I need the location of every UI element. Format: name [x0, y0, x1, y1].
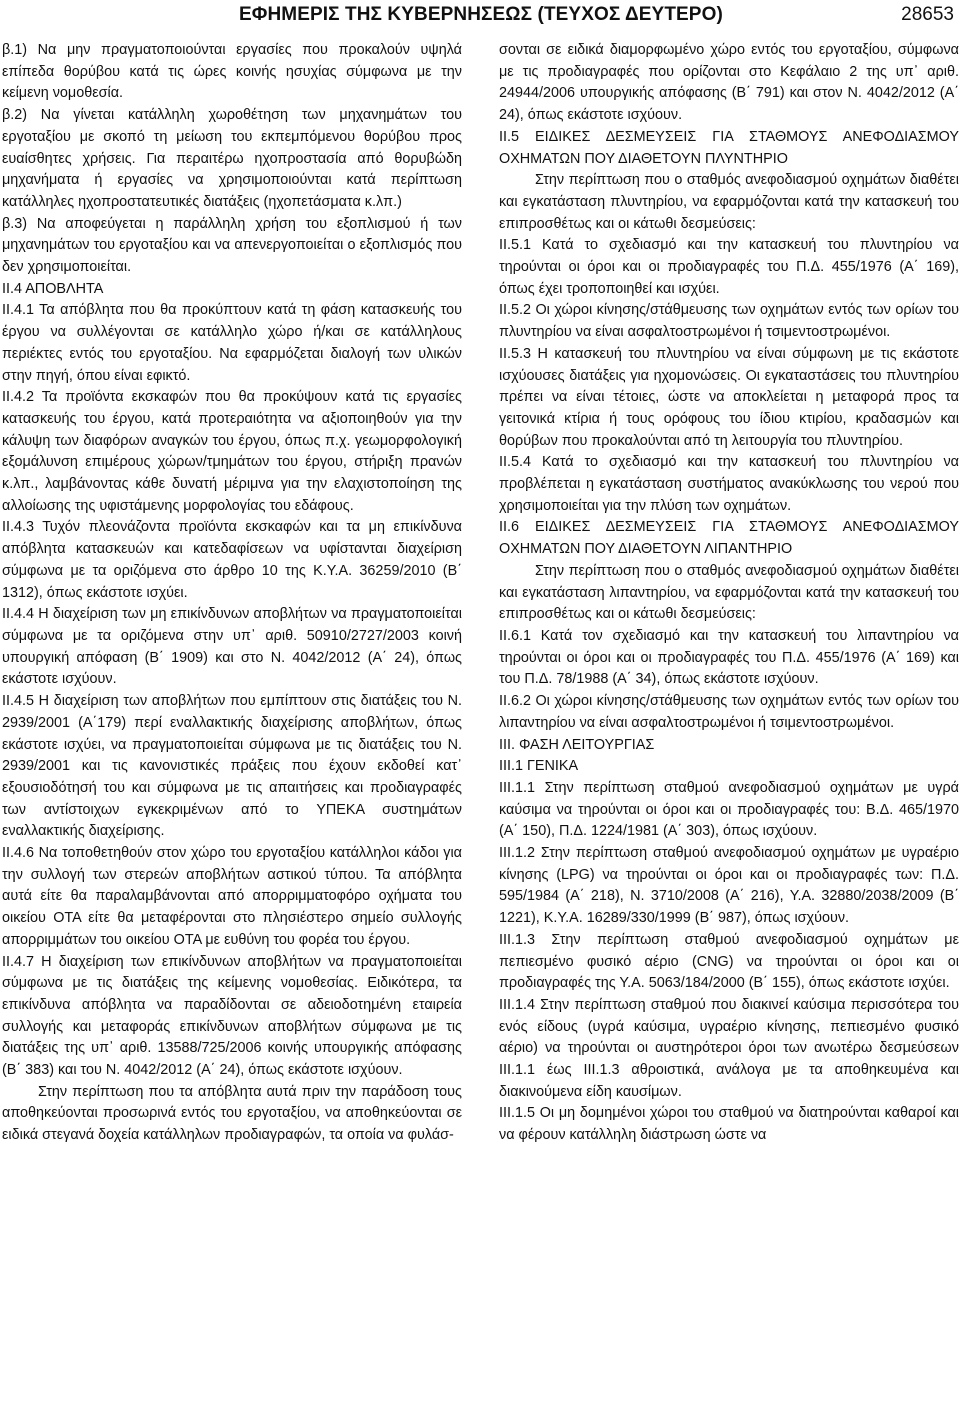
paragraph-ii6-intro: Στην περίπτωση που ο σταθμός ανεφοδιασμού οχημάτων διαθέτει και εγκατάσταση λιπαντηρίου, να εφαρμόζονται κατά την κατασκευή του επιπροσθέτως και οι κάτωθι δεσμεύσεις: [499, 562, 959, 623]
section-heading-iii: ΙΙΙ. ΦΑΣΗ ΛΕΙΤΟΥΡΓΙΑΣ [499, 736, 655, 753]
page-header [0, 0, 960, 40]
right-column [499, 40, 959, 1147]
section-heading-iii1: ΙΙΙ.1 ΓΕΝΙΚΑ [499, 758, 579, 775]
paragraph-continuation: σονται σε ειδικά διαμορφωμένο χώρο εντός του εργοταξίου, σύμφωνα με τις προδιαγραφές που ορίζονται στο Κεφάλαιο 2 της υπ᾽ αριθ. 24944/2006 υπουργικής απόφασης (Β΄ 791) και στον Ν. 4042/2012 (Α΄ 24), όπως εκάστοτε ισχύουν. [499, 42, 959, 124]
paragraph-b2: β.2) Να γίνεται κατάλληλη χωροθέτηση των μηχανημάτων του εργοταξίου με σκοπό τη μείωση του εκπεμπόμενου θορύβου προς ευαίσθητες χρήσεις. Για περαιτέρω ηχοπροστασία από θορυβώδη μηχανήματα ή εργασίες να χρησιμοποιούνται κατά περίπτωση κατάλληλες ηχοπροστατευτικές διατάξεις (ηχοπετάσματα κ.λπ.) [2, 107, 462, 210]
paragraph-ii4-4: ΙΙ.4.4 Η διαχείριση των μη επικίνδυνων αποβλήτων να πραγματοποιείται σύμφωνα με τα οριζόμενα στην υπ᾽ αριθ. 50910/2727/2003 κοινή υπουργική απόφαση (Β΄ 1909) και στο Ν. 4042/2012 (Α΄ 24), όπως εκάστοτε ισχύουν. [2, 606, 462, 688]
paragraph-iii1-4: ΙΙΙ.1.4 Στην περίπτωση σταθμού που διακινεί καύσιμα περισσότερα του ενός είδους (υγρά καύσιμα, υγραέριο κίνησης, πεπιεσμένο φυσικό αέριο) να τηρούνται οι αυστηρότεροι όροι των ανωτέρω δεσμεύσεων ΙΙΙ.1.1 έως ΙΙΙ.1.3 αθροιστικά, ανάλογα με τα αποθηκευμένα και διακινούμενα είδη καυσίμων. [499, 996, 959, 1100]
section-heading-ii4: ΙΙ.4 ΑΠΟΒΛΗΤΑ [2, 280, 104, 297]
paragraph-iii1-5: ΙΙΙ.1.5 Οι μη δομημένοι χώροι του σταθμού να διατηρούνται καθαροί και να φέρουν κατάλληλη διάστρωση ώστε να [499, 1105, 959, 1144]
paragraph-ii4-3: ΙΙ.4.3 Τυχόν πλεονάζοντα προϊόντα εκσκαφών και τα μη επικίνδυνα απόβλητα κατασκευών και κατεδαφίσεων να υφίστανται διαχείριση σύμφωνα με τα οριζόμενα στο άρθρο 10 της Κ.Υ.Α. 36259/2010 (Β΄ 1312), όπως εκάστοτε ισχύει. [2, 519, 462, 601]
paragraph-ii6-2: ΙΙ.6.2 Οι χώροι κίνησης/στάθμευσης των οχημάτων εντός των ορίων του λιπαντηρίου να είναι ασφαλτοστρωμένοι ή τσιμεντοστρωμένοι. [499, 693, 959, 731]
paragraph-iii1-3: ΙΙΙ.1.3 Στην περίπτωση σταθμού ανεφοδιασμού οχημάτων με πεπιεσμένο φυσικό αέριο (CNG) να τηρούνται οι όροι και οι προδιαγραφές της Υ.Α. 5063/184/2000 (Β΄ 155), όπως εκάστοτε ισχύει. [499, 931, 959, 992]
paragraph-iii1-2: ΙΙΙ.1.2 Στην περίπτωση σταθμού ανεφοδιασμού οχημάτων με υγραέριο κίνησης (LPG) να τηρούνται οι όροι και οι προδιαγραφές των: Π.Δ. 595/1984 (Α΄ 218), Ν. 3710/2008 (Α΄ 216), Υ.Α. 32880/2038/2009 (Β΄ 1221), Κ.Υ.Α. 16289/330/1999 (Β΄ 987), όπως ισχύουν. [499, 845, 959, 927]
paragraph-ii5-1: ΙΙ.5.1 Κατά το σχεδιασμό και την κατασκευή του πλυντηρίου να τηρούνται οι όροι και οι προδιαγραφές του Π.Δ. 455/1976 (Α΄ 169), όπως έχει τροποποιηθεί και ισχύει. [499, 237, 959, 297]
paragraph-ii5-intro: Στην περίπτωση που ο σταθμός ανεφοδιασμού οχημάτων διαθέτει και εγκατάσταση πλυντηρίου, να εφαρμόζονται κατά την κατασκευή του επιπροσθέτως και οι κάτωθι δεσμεύσεις: [499, 172, 959, 232]
paragraph-temporary-storage: Στην περίπτωση που τα απόβλητα αυτά πριν την παράδοση τους αποθηκεύονται προσωρινά εντός του εργοταξίου, να αποθηκεύονται σε ειδικά στεγανά δοχεία κατάλληλων προδιαγραφών, τα οποία να φυλάσ- [2, 1083, 462, 1144]
section-heading-ii6: ΙΙ.6 ΕΙΔΙΚΕΣ ΔΕΣΜΕΥΣΕΙΣ ΓΙΑ ΣΤΑΘΜΟΥΣ ΑΝΕΦΟΔΙΑΣΜΟΥ ΟΧΗΜΑΤΩΝ ΠΟΥ ΔΙΑΘΕΤΟΥΝ ΛΙΠΑΝΤΗΡΙΟ [499, 519, 959, 558]
paragraph-ii6-1: ΙΙ.6.1 Κατά τον σχεδιασμό και την κατασκευή του λιπαντηρίου να τηρούνται οι όροι και οι προδιαγραφές του Π.Δ. 455/1976 (Α΄ 169) και του Π.Δ. 78/1988 (Α΄ 34), όπως εκάστοτε ισχύουν. [499, 627, 959, 688]
paragraph-b1: β.1) Να μην πραγματοποιούνται εργασίες που προκαλούν υψηλά επίπεδα θορύβου κατά τις ώρες κοινής ησυχίας σύμφωνα με την κείμενη νομοθεσία. [2, 42, 462, 102]
page-number: 28653 [901, 4, 954, 25]
paragraph-iii1-1: ΙΙΙ.1.1 Στην περίπτωση σταθμού ανεφοδιασμού οχημάτων με υγρά καύσιμα να τηρούνται οι όροι και οι προδιαγραφές του: Β.Δ. 465/1970 (Α΄ 150), Π.Δ. 1224/1981 (Α΄ 303), όπως ισχύουν. [499, 779, 959, 840]
paragraph-b3: β.3) Να αποφεύγεται η παράλληλη χρήση του εξοπλισμού ή των μηχανημάτων του εργοταξίου και να απενεργοποιείται ο εξοπλισμός που δεν χρησιμοποιείται. [2, 215, 462, 276]
paragraph-ii4-1: ΙΙ.4.1 Τα απόβλητα που θα προκύπτουν κατά τη φάση κατασκευής του έργου να συλλέγονται σε κατάλληλο χώρο ή/και σε κατάλληλους περιέκτες εντός του εργοταξίου. Να εφαρμόζεται διαλογή των υλικών στην πηγή, όπου είναι εφικτό. [2, 302, 462, 384]
paragraph-ii4-7: ΙΙ.4.7 Η διαχείριση των επικίνδυνων αποβλήτων να πραγματοποιείται σύμφωνα με τις διατάξεις της κείμενης νομοθεσίας. Ειδικότερα, τα επικίνδυνα απόβλητα να παραδίδονται σε αδειοδοτημένη εταιρεία συλλογής και μεταφοράς επικίνδυνων αποβλήτων σύμφωνα με τις διατάξεις της υπ᾽ αριθ. 13588/725/2006 κοινής υπουργικής απόφασης (Β΄ 383) και του Ν. 4042/2012 (Α΄ 24), όπως εκάστοτε ισχύουν. [2, 953, 462, 1079]
paragraph-ii4-5: ΙΙ.4.5 Η διαχείριση των αποβλήτων που εμπίπτουν στις διατάξεις του Ν. 2939/2001 (Α΄179) περί εναλλακτικής διαχείρισης αποβλήτων, όπως εκάστοτε ισχύει, να πραγματοποιείται σύμφωνα με τις διατάξεις του Ν. 2939/2001 και τις κανονιστικές πράξεις που έχουν εκδοθεί κατ᾽ εξουσιοδότησή του και σύμφωνα με τις απαιτήσεις και προδιαγραφές των αντίστοιχων εγκεκριμένων από το ΥΠΕΚΑ συστημάτων εναλλακτικής διαχείρισης. [2, 693, 462, 840]
paragraph-ii5-3: ΙΙ.5.3 Η κατασκευή του πλυντηρίου να είναι σύμφωνη με τις εκάστοτε ισχύουσες διατάξεις για ηχομονώσεις. Οι εγκαταστάσεις του πλυντηρίου πρέπει να είναι τέτοιες, ώστε να αποκλείεται η μεταφορά προς τα γειτονικά κτίρια ή τους ορόφους του ίδιου κτιρίου, κραδασμών και θορύβων που προκαλούνται από τη λειτουργία του πλυντηρίου. [499, 345, 959, 449]
paragraph-ii5-2: ΙΙ.5.2 Οι χώροι κίνησης/στάθμευσης των οχημάτων εντός των ορίων του πλυντηρίου να είναι ασφαλτοστρωμένοι ή τσιμεντοστρωμένοι. [499, 302, 959, 341]
paragraph-ii4-2: ΙΙ.4.2 Τα προϊόντα εκσκαφών που θα προκύψουν κατά τις εργασίες κατασκευής του έργου, κατά προτεραιότητα να αξιοποιηθούν για την κάλυψη των διαφόρων αναγκών του έργου, όπως π.χ. γεωμορφολογική εξομάλυνση επιμέρους χώρων/τμημάτων του έργου, στήριξη πρανών κ.λπ., λαμβάνοντας κάθε δυνατή μέριμνα για την ελαχιστοποίηση της αλλοίωσης της υφιστάμενης μορφολογίας του εδάφους. [2, 389, 462, 514]
paragraph-ii5-4: ΙΙ.5.4 Κατά το σχεδιασμό και την κατασκευή του πλυντηρίου να προβλέπεται η εγκατάσταση συστήματος ανακύκλωσης του νερού που χρησιμοποιείται για την πλύση των οχημάτων. [499, 454, 959, 514]
gazette-title: ΕΦΗΜΕΡΙΣ ΤΗΣ ΚΥΒΕΡΝΗΣΕΩΣ (ΤΕΥΧΟΣ ΔΕΥΤΕΡΟ) [239, 4, 723, 25]
section-heading-ii5: ΙΙ.5 ΕΙΔΙΚΕΣ ΔΕΣΜΕΥΣΕΙΣ ΓΙΑ ΣΤΑΘΜΟΥΣ ΑΝΕΦΟΔΙΑΣΜΟΥ ΟΧΗΜΑΤΩΝ ΠΟΥ ΔΙΑΘΕΤΟΥΝ ΠΛΥΝΤΗΡΙΟ [499, 128, 959, 167]
left-column [2, 40, 462, 1147]
paragraph-ii4-6: ΙΙ.4.6 Να τοποθετηθούν στον χώρο του εργοταξίου κατάλληλοι κάδοι για την συλλογή των στερεών αποβλήτων αστικού τύπου. Τα απόβλητα αυτά είτε θα παραλαμβάνονται από απορριμματοφόρο οχήματα του οικείου ΟΤΑ είτε θα μεταφέρονται στο πλησιέστερο σημείο συλλογής απορριμμάτων του οικείου ΟΤΑ με ευθύνη του φορέα του έργου. [2, 845, 462, 948]
